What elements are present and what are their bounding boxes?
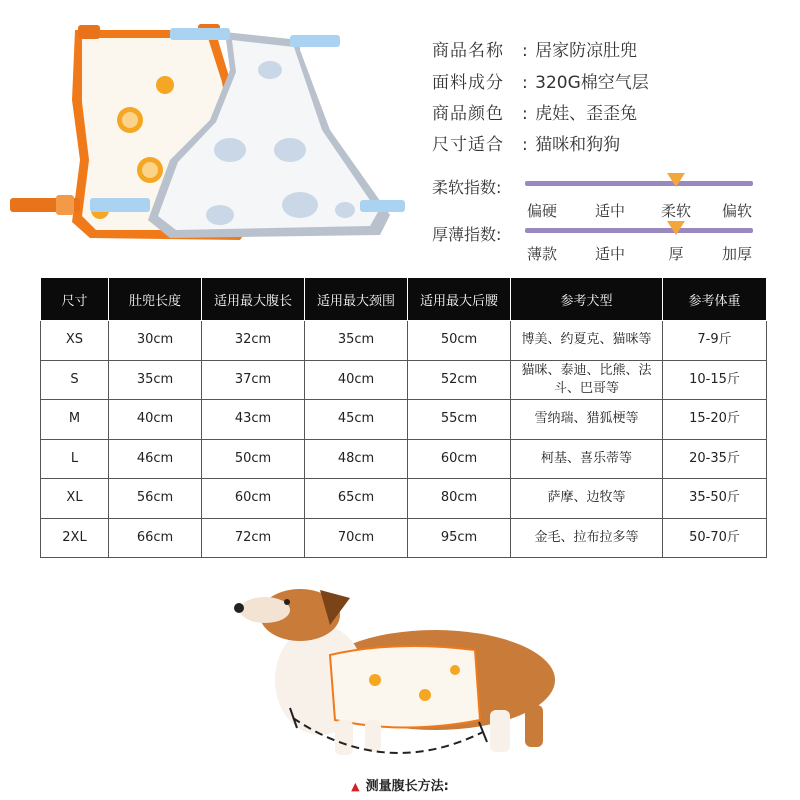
table-cell: 55cm	[408, 400, 511, 440]
thickness-marker	[667, 221, 685, 235]
table-cell: 15-20斤	[663, 400, 767, 440]
table-cell: 48cm	[305, 439, 408, 479]
table-cell: 35cm	[305, 321, 408, 361]
softness-tick: 柔软	[660, 202, 692, 220]
table-cell: 猫咪、泰迪、比熊、法斗、巴哥等	[511, 360, 663, 400]
table-cell: 35-50斤	[663, 479, 767, 519]
table-cell: 45cm	[305, 400, 408, 440]
spec-fabric-row: 面料成分 : 320G棉空气层	[432, 68, 649, 93]
table-cell: 32cm	[202, 321, 305, 361]
table-cell: 37cm	[202, 360, 305, 400]
table-cell: 35cm	[109, 360, 202, 400]
table-header-row	[41, 278, 767, 321]
table-cell: 46cm	[109, 439, 202, 479]
header-weight: 参考体重	[663, 278, 767, 321]
header-bib-length: 肚兜长度	[109, 278, 202, 321]
softness-bar	[525, 181, 753, 186]
table-cell: 雪纳瑞、猎狐梗等	[511, 400, 663, 440]
header-max-neck: 适用最大颈围	[305, 278, 408, 321]
table-cell: 柯基、喜乐蒂等	[511, 439, 663, 479]
table-cell: XS	[41, 321, 109, 361]
table-cell: 65cm	[305, 479, 408, 519]
table-cell: 10-15斤	[663, 360, 767, 400]
thickness-tick: 厚	[668, 245, 684, 263]
thickness-bar	[525, 228, 753, 233]
blue-strap-left	[90, 198, 150, 212]
table-cell: 40cm	[109, 400, 202, 440]
table-cell: 30cm	[109, 321, 202, 361]
softness-label: 柔软指数:	[432, 178, 502, 197]
thickness-tick: 加厚	[721, 245, 753, 263]
measure-caption	[0, 775, 800, 794]
spec-value: 居家防凉肚兜	[535, 41, 638, 61]
spec-label: 商品颜色	[432, 104, 504, 124]
table-cell: 66cm	[109, 518, 202, 558]
softness-tick: 适中	[594, 202, 626, 220]
table-row	[41, 400, 767, 440]
spec-value: 320G棉空气层	[535, 73, 649, 93]
caption-text: 测量腹长方法:	[365, 779, 449, 794]
spec-name-row: 商品名称 : 居家防凉肚兜	[432, 36, 637, 61]
table-row	[41, 518, 767, 558]
spec-value: 虎娃、歪歪兔	[535, 104, 638, 124]
table-cell: 20-35斤	[663, 439, 767, 479]
spec-label: 尺寸适合	[432, 135, 504, 155]
table-cell: 2XL	[41, 518, 109, 558]
table-cell: S	[41, 360, 109, 400]
size-table	[40, 277, 767, 558]
spec-color-row: 商品颜色 : 虎娃、歪歪兔	[432, 99, 637, 124]
table-cell: 50cm	[408, 321, 511, 361]
dog-measurement-photo	[225, 570, 575, 770]
table-cell: 60cm	[408, 439, 511, 479]
table-cell: 60cm	[202, 479, 305, 519]
table-cell: 43cm	[202, 400, 305, 440]
spec-label: 面料成分	[432, 73, 504, 93]
header-breed: 参考犬型	[511, 278, 663, 321]
table-cell: 博美、约夏克、猫咪等	[511, 321, 663, 361]
dog-wearing-bib	[330, 646, 480, 728]
product-photo	[0, 10, 410, 245]
softness-tick: 偏硬	[526, 202, 558, 220]
spec-fit-row: 尺寸适合 : 猫咪和狗狗	[432, 130, 620, 155]
thickness-label: 厚薄指数:	[432, 225, 502, 244]
table-cell: 95cm	[408, 518, 511, 558]
softness-marker	[667, 173, 685, 187]
table-cell: M	[41, 400, 109, 440]
table-row	[41, 360, 767, 400]
header-max-belly: 适用最大腹长	[202, 278, 305, 321]
thickness-tick: 薄款	[526, 245, 558, 263]
table-cell: 50cm	[202, 439, 305, 479]
header-size: 尺寸	[41, 278, 109, 321]
thickness-tick: 适中	[594, 245, 626, 263]
softness-tick: 偏软	[721, 202, 753, 220]
header-max-back: 适用最大后腰	[408, 278, 511, 321]
table-row	[41, 321, 767, 361]
spec-value: 猫咪和狗狗	[535, 135, 621, 155]
table-cell: XL	[41, 479, 109, 519]
red-triangle-icon: ▲	[351, 780, 360, 793]
blue-strap-top	[170, 28, 230, 40]
table-cell: L	[41, 439, 109, 479]
table-cell: 72cm	[202, 518, 305, 558]
table-cell: 萨摩、边牧等	[511, 479, 663, 519]
table-cell: 52cm	[408, 360, 511, 400]
table-cell: 56cm	[109, 479, 202, 519]
table-cell: 40cm	[305, 360, 408, 400]
spec-label: 商品名称	[432, 41, 504, 61]
table-row	[41, 479, 767, 519]
table-row	[41, 439, 767, 479]
table-cell: 80cm	[408, 479, 511, 519]
table-cell: 50-70斤	[663, 518, 767, 558]
table-cell: 70cm	[305, 518, 408, 558]
table-cell: 金毛、拉布拉多等	[511, 518, 663, 558]
table-cell: 7-9斤	[663, 321, 767, 361]
